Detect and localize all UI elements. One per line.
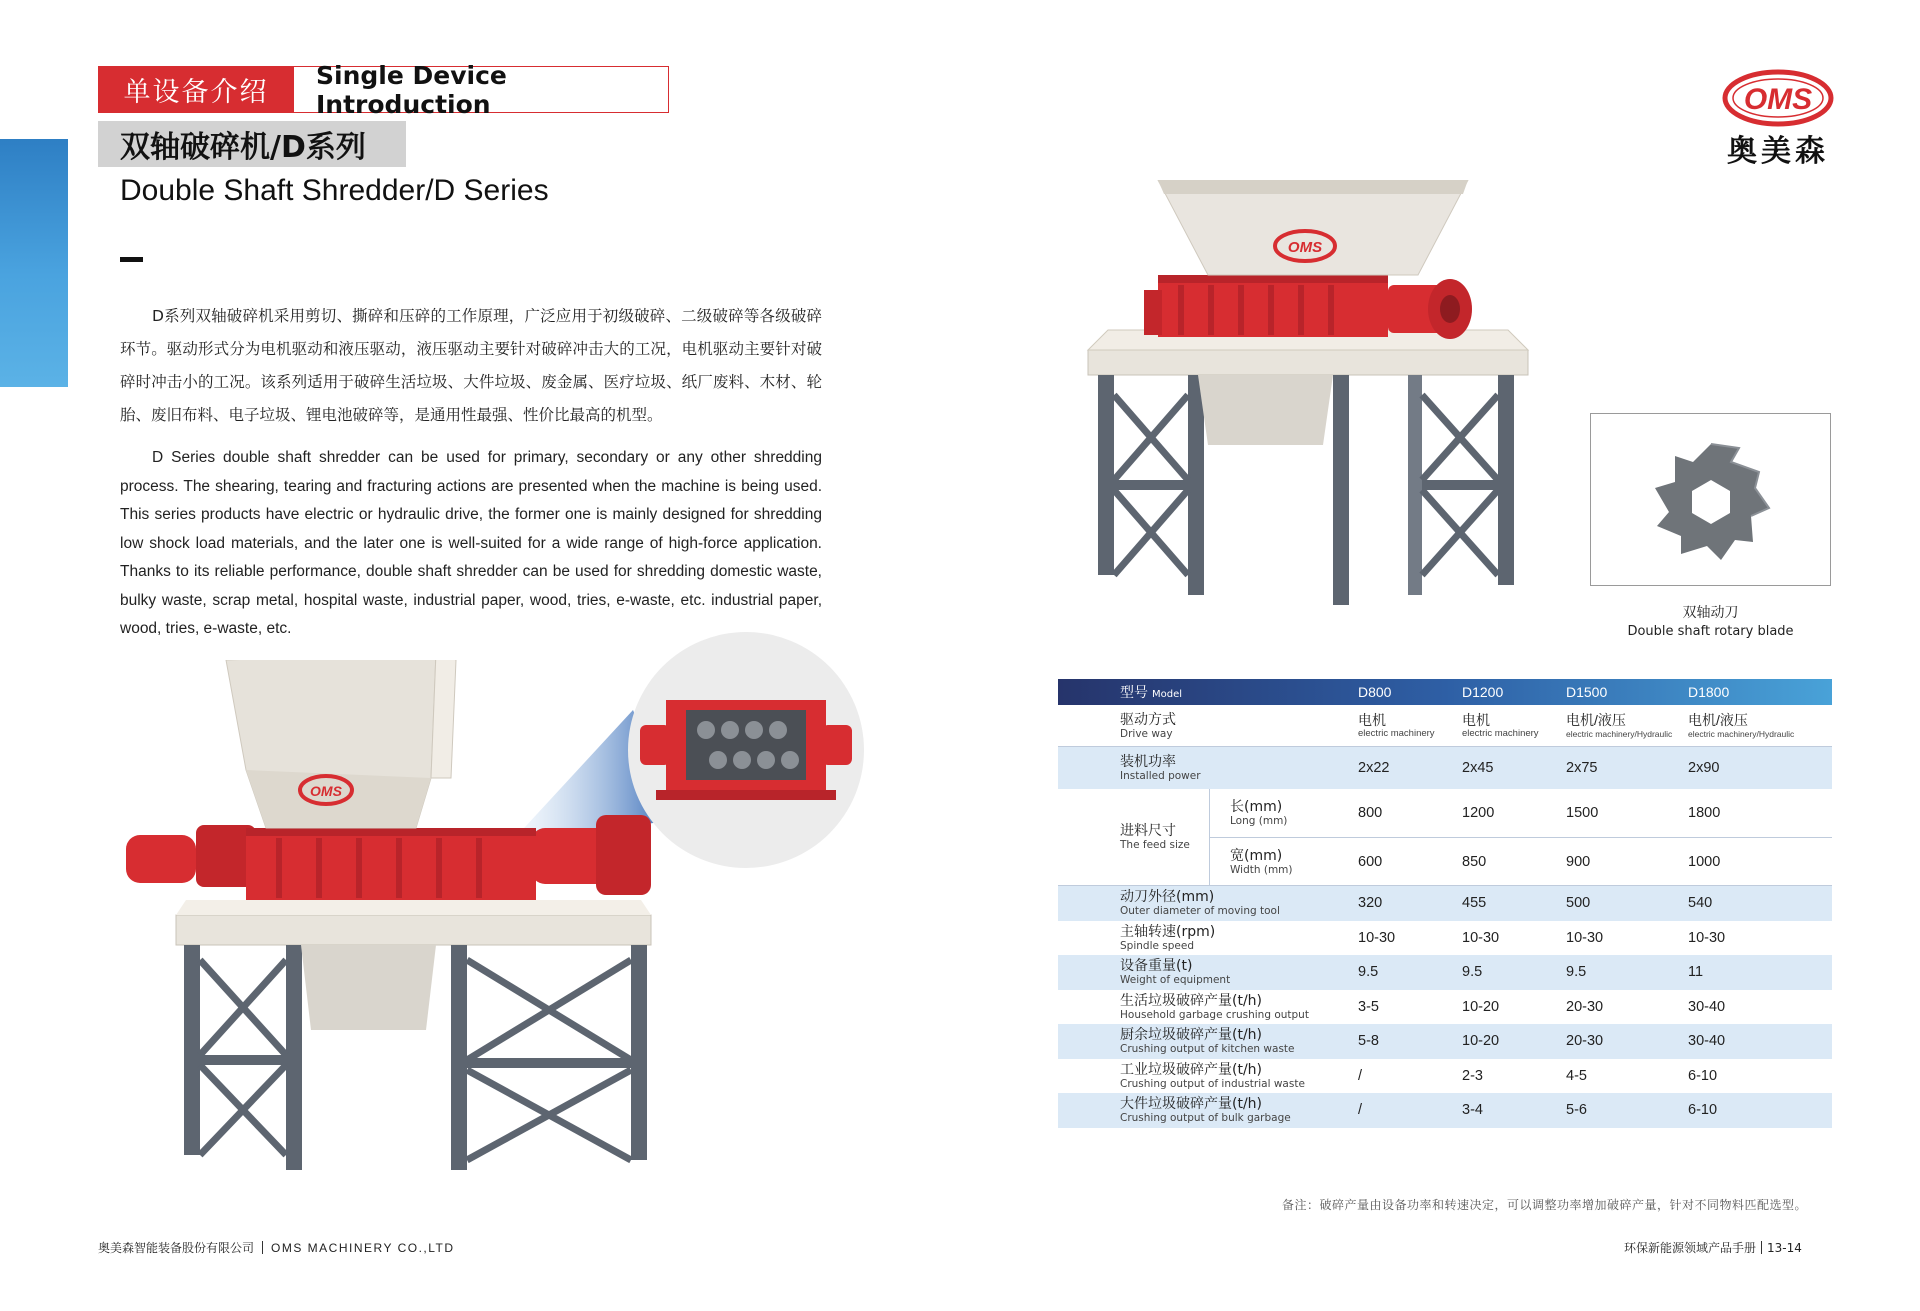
spec-label-en: Spindle speed bbox=[1120, 939, 1195, 952]
spec-cell: 6-10 bbox=[1688, 1102, 1718, 1119]
feed-size-values bbox=[1210, 789, 1832, 885]
model-header: D1800 bbox=[1688, 684, 1730, 700]
spec-label-cn: 设备重量(t) bbox=[1120, 958, 1193, 975]
spec-cell bbox=[1688, 712, 1832, 740]
title-divider bbox=[120, 257, 143, 262]
feed-sub-label bbox=[1210, 799, 1358, 827]
section-tag-cn: 单设备介绍 bbox=[98, 66, 294, 113]
spec-row-label bbox=[1058, 993, 1358, 1021]
feed-row-width bbox=[1210, 837, 1832, 885]
spec-cell: 900 bbox=[1566, 853, 1591, 870]
spec-cell: 10-20 bbox=[1462, 1033, 1500, 1050]
spec-cell: 10-30 bbox=[1462, 929, 1500, 946]
spec-label-en: Household garbage crushing output bbox=[1120, 1008, 1309, 1021]
spec-cell: 30-40 bbox=[1688, 1033, 1726, 1050]
page-numbers: 13-14 bbox=[1767, 1241, 1802, 1255]
footer-catalog bbox=[1624, 1239, 1802, 1256]
page-title-cn: 双轴破碎机/D系列 bbox=[98, 121, 406, 167]
model-header: D800 bbox=[1358, 684, 1392, 700]
spec-row-power bbox=[1058, 747, 1832, 789]
spec-cell: 10-30 bbox=[1358, 929, 1396, 946]
model-header: D1200 bbox=[1462, 684, 1504, 700]
spec-cell: 9.5 bbox=[1358, 964, 1379, 981]
drive-value-en: electric machinery bbox=[1358, 727, 1435, 739]
spec-rows bbox=[1058, 886, 1832, 1128]
spec-cell: 500 bbox=[1566, 895, 1591, 912]
spec-cell: 1200 bbox=[1462, 805, 1495, 821]
spec-cell: 20-30 bbox=[1566, 1033, 1604, 1050]
shredder-image-top bbox=[1078, 180, 1538, 620]
spec-cell: 600 bbox=[1358, 853, 1383, 870]
spec-label-cn: 进料尺寸 bbox=[1120, 823, 1176, 839]
blade-caption-cn: 双轴动刀 bbox=[1682, 605, 1739, 621]
spec-label-en: Installed power bbox=[1120, 770, 1201, 782]
spec-label-en: The feed size bbox=[1120, 839, 1190, 851]
spec-row bbox=[1058, 886, 1832, 921]
spec-label-cn: 装机功率 bbox=[1120, 754, 1176, 770]
spec-cell: 455 bbox=[1462, 895, 1487, 912]
section-tag-en: Single Device Introduction bbox=[294, 66, 669, 113]
spec-row bbox=[1058, 955, 1832, 990]
spec-row-label bbox=[1058, 1062, 1358, 1090]
spec-row-label bbox=[1058, 712, 1358, 740]
spec-cell: 6-10 bbox=[1688, 1067, 1718, 1084]
rotary-blade-icon bbox=[1591, 414, 1832, 587]
spec-label-en: Drive way bbox=[1120, 727, 1173, 740]
spec-cell: 320 bbox=[1358, 895, 1383, 912]
spec-row-label bbox=[1058, 889, 1358, 917]
spec-row bbox=[1058, 921, 1832, 956]
spec-cell: 2x75 bbox=[1566, 760, 1598, 776]
spec-cell: 5-6 bbox=[1566, 1102, 1587, 1119]
spec-cell: 30-40 bbox=[1688, 998, 1726, 1015]
spec-row-label bbox=[1058, 1096, 1358, 1124]
spec-header-cn: 型号 bbox=[1120, 685, 1148, 701]
spec-cell: 9.5 bbox=[1566, 964, 1587, 981]
spec-row bbox=[1058, 990, 1832, 1025]
footer-company-en: OMS MACHINERY CO.,LTD bbox=[271, 1241, 455, 1255]
spec-cell: 1000 bbox=[1688, 853, 1721, 870]
spec-row bbox=[1058, 1093, 1832, 1128]
footer-separator bbox=[262, 1241, 263, 1254]
section-tag bbox=[98, 60, 669, 119]
spec-cell: / bbox=[1358, 1102, 1363, 1119]
machine-logo-text: OMS bbox=[1287, 239, 1323, 256]
feed-sub-label bbox=[1210, 848, 1358, 876]
spec-row-label bbox=[1058, 958, 1358, 986]
spec-row-label bbox=[1058, 924, 1358, 952]
feed-sub-en: Width (mm) bbox=[1230, 863, 1293, 876]
side-accent-strip bbox=[0, 139, 68, 387]
spec-table bbox=[1058, 679, 1832, 1128]
logo-text: OMS bbox=[1743, 83, 1813, 116]
spec-label-en: Outer diameter of moving tool bbox=[1120, 905, 1280, 918]
spec-label-en: Crushing output of industrial waste bbox=[1120, 1077, 1305, 1090]
spec-cell: 3-4 bbox=[1462, 1102, 1483, 1119]
spec-cell bbox=[1566, 712, 1688, 740]
spec-label-cn: 大件垃圾破碎产量(t/h) bbox=[1120, 1096, 1263, 1113]
page-title-en: Double Shaft Shredder/D Series bbox=[120, 174, 549, 207]
brand-name-cn: 奥美森 bbox=[1727, 134, 1829, 169]
spec-cell: 11 bbox=[1688, 964, 1704, 981]
spec-row-drive bbox=[1058, 705, 1832, 747]
spec-label-en: Weight of equipment bbox=[1120, 974, 1231, 987]
shredder-image-main bbox=[126, 660, 686, 1180]
spec-row bbox=[1058, 1059, 1832, 1094]
feed-row-long bbox=[1210, 789, 1832, 837]
spec-note: 备注：破碎产量由设备功率和转速决定，可以调整功率增加破碎产量，针对不同物料匹配选型。 bbox=[1282, 1198, 1808, 1212]
model-header: D1500 bbox=[1566, 684, 1608, 700]
spec-cell: 2x90 bbox=[1688, 760, 1720, 776]
spec-cell: 850 bbox=[1462, 853, 1487, 870]
drive-value-en: electric machinery bbox=[1462, 727, 1539, 739]
drive-value-en: electric machinery/Hydraulic bbox=[1566, 728, 1673, 739]
spec-header-label bbox=[1058, 682, 1358, 702]
spec-cell: 800 bbox=[1358, 805, 1383, 821]
spec-label-en: Crushing output of kitchen waste bbox=[1120, 1043, 1295, 1056]
drive-value-cn: 电机 bbox=[1462, 711, 1490, 728]
spec-row bbox=[1058, 1024, 1832, 1059]
spec-cell: 9.5 bbox=[1462, 964, 1483, 981]
blade-image-frame bbox=[1590, 413, 1831, 586]
spec-cell: / bbox=[1358, 1067, 1363, 1084]
spec-cell: 2x22 bbox=[1358, 760, 1390, 776]
spec-cell: 20-30 bbox=[1566, 998, 1604, 1015]
drive-value-en: electric machinery/Hydraulic bbox=[1688, 728, 1795, 739]
drive-value-cn: 电机/液压 bbox=[1566, 711, 1626, 728]
blade-caption-en: Double shaft rotary blade bbox=[1627, 624, 1794, 639]
spec-cell: 2-3 bbox=[1462, 1067, 1483, 1084]
spec-label-cn: 工业垃圾破碎产量(t/h) bbox=[1120, 1061, 1263, 1078]
footer-separator bbox=[1761, 1241, 1762, 1254]
spec-cell: 10-20 bbox=[1462, 998, 1500, 1015]
spec-cell: 10-30 bbox=[1566, 929, 1604, 946]
spec-cell: 540 bbox=[1688, 895, 1713, 912]
feed-size-label bbox=[1058, 789, 1210, 885]
spec-cell: 1500 bbox=[1566, 805, 1599, 821]
footer-company bbox=[98, 1239, 455, 1256]
spec-cell: 5-8 bbox=[1358, 1033, 1379, 1050]
spec-row-feed-size bbox=[1058, 789, 1832, 886]
feed-sub-cn: 长(mm) bbox=[1230, 799, 1283, 815]
spec-cell: 10-30 bbox=[1688, 929, 1726, 946]
machine-main-logo-text: OMS bbox=[310, 783, 342, 799]
spec-cell: 3-5 bbox=[1358, 998, 1379, 1015]
spec-label-cn: 主轴转速(rpm) bbox=[1120, 923, 1216, 940]
feed-sub-cn: 宽(mm) bbox=[1230, 847, 1283, 864]
spec-label-cn: 生活垃圾破碎产量(t/h) bbox=[1120, 992, 1263, 1009]
spec-cell: 4-5 bbox=[1566, 1067, 1587, 1084]
spec-row-label bbox=[1058, 1027, 1358, 1055]
spec-label-cn: 厨余垃圾破碎产量(t/h) bbox=[1120, 1027, 1263, 1044]
spec-cell bbox=[1462, 712, 1566, 740]
spec-label-cn: 动刀外径(mm) bbox=[1120, 889, 1215, 906]
footer-company-cn: 奥美森智能装备股份有限公司 bbox=[98, 1241, 255, 1255]
feed-sub-en: Long (mm) bbox=[1230, 815, 1288, 827]
drive-value-cn: 电机 bbox=[1358, 711, 1386, 728]
spec-label-cn: 驱动方式 bbox=[1120, 711, 1176, 728]
spec-cell bbox=[1358, 712, 1462, 740]
spec-cell: 1800 bbox=[1688, 805, 1721, 821]
drive-value-cn: 电机/液压 bbox=[1688, 711, 1748, 728]
spec-header-en: Model bbox=[1152, 689, 1183, 700]
spec-label-en: Crushing output of bulk garbage bbox=[1120, 1112, 1291, 1125]
spec-header-row bbox=[1058, 679, 1832, 705]
intro-paragraph-en: D Series double shaft shredder can be used for primary, secondary or any other shredding process. The shearing, tearing and fracturing actions are presented when the machine is being used. This series products have electric or hydraulic drive, the former one is mainly designed for shredding low shock load materials, and the later one is well-suited for a wide range of high-force application. Thanks to its reliable performance, double shaft shredder can be used for shredding domestic waste, bulky waste, scrap metal, hospital waste, industrial paper, wood, tries, e-waste, etc. industrial paper, wood, tries, e-waste, etc. bbox=[120, 449, 822, 637]
spec-row-label bbox=[1058, 754, 1358, 782]
footer-catalog-cn: 环保新能源领域产品手册 bbox=[1624, 1241, 1757, 1255]
spec-cell: 2x45 bbox=[1462, 760, 1494, 776]
intro-paragraph-cn: D系列双轴破碎机采用剪切、撕碎和压碎的工作原理，广泛应用于初级破碎、二级破碎等各级破碎环节。驱动形式分为电机驱动和液压驱动，液压驱动主要针对破碎冲击大的工况，电机驱动主要针对破碎时冲击小的工况。该系列适用于破碎生活垃圾、大件垃圾、废金属、医疗垃圾、纸厂废料、木材、轮胎、废旧布料、电子垃圾、锂电池破碎等，是通用性最强、性价比最高的机型。 bbox=[120, 307, 822, 424]
